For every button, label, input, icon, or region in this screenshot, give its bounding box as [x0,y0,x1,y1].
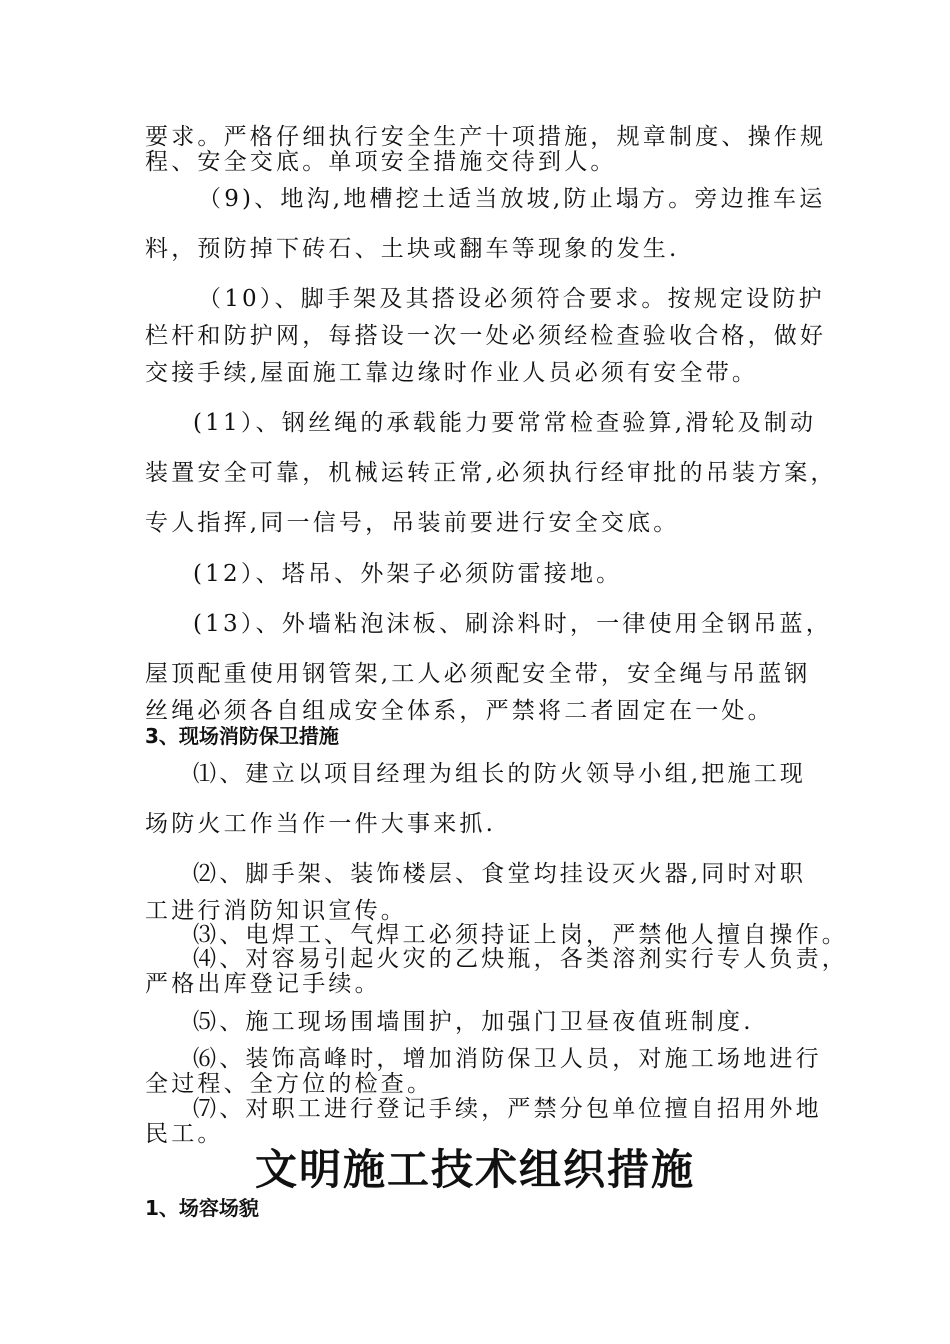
fire-item-6-line: ⑹、装饰高峰时，增加消防保卫人员，对施工场地进行 [193,1046,822,1072]
item-10-line: 交接手续,屋面施工靠边缘时作业人员必须有安全带。 [145,360,759,386]
item-9-line: （9)、地沟,地槽挖土适当放坡,防止塌方。旁边推车运 [198,186,826,212]
item-9-line: 料，预防掉下砖石、土块或翻车等现象的发生. [145,236,680,262]
item-11-line: 专人指挥,同一信号，吊装前要进行安全交底。 [145,510,680,536]
item-13-line: 屋顶配重使用钢管架,工人必须配安全带，安全绳与吊蓝钢 [145,661,811,687]
fire-item-4-line: ⑷、对容易引起火灾的乙炔瓶，各类溶剂实行专人负责， [193,946,848,972]
paragraph-line: 要求。严格仔细执行安全生产十项措施，规章制度、操作规 [145,124,827,150]
fire-item-1-line: ⑴、建立以项目经理为组长的防火领导小组,把施工现 [193,761,807,787]
item-11-line: (11）、钢丝绳的承载能力要常常检查验算,滑轮及制动 [193,410,817,436]
fire-item-2-line: 工进行消防知识宣传。 [145,898,407,924]
section-heading: 3、现场消防保卫措施 [145,724,339,748]
item-13-line: (13）、外墙粘泡沫板、刷涂料时，一律使用全钢吊蓝， [193,611,832,637]
fire-item-7-line: ⑺、对职工进行登记手续，严禁分包单位擅自招用外地 [193,1096,822,1122]
item-10-line: 栏杆和防护网，每搭设一次一处必须经检查验收合格，做好 [145,323,827,349]
chapter-title: 文明施工技术组织措施 [254,1145,695,1194]
fire-item-2-line: ⑵、脚手架、装饰楼层、食堂均挂设灭火器,同时对职 [193,861,807,887]
item-12-line: (12）、塔吊、外架子必须防雷接地。 [193,561,623,587]
item-11-line: 装置安全可靠，机械运转正常,必须执行经审批的吊装方案， [145,460,837,486]
item-10-line: （10）、脚手架及其搭设必须符合要求。按规定设防护 [198,286,825,312]
fire-item-5-line: ⑸、施工现场围墙围护，加强门卫昼夜值班制度. [193,1009,754,1035]
fire-item-1-line: 场防火工作当作一件大事来抓. [145,811,497,837]
subsection-heading: 1、场容场貌 [145,1196,259,1220]
item-13-line: 丝绳必须各自组成安全体系，严禁将二者固定在一处。 [145,698,774,724]
fire-item-3-line: ⑶、电焊工、气焊工必须持证上岗，严禁他人擅自操作。 [193,922,848,948]
fire-item-6-line: 全过程、全方位的检查。 [145,1071,434,1097]
fire-item-4-line: 严格出库登记手续。 [145,971,381,997]
fire-item-7-line: 民工。 [145,1121,224,1147]
paragraph-line: 程、安全交底。单项安全措施交待到人。 [145,149,617,175]
